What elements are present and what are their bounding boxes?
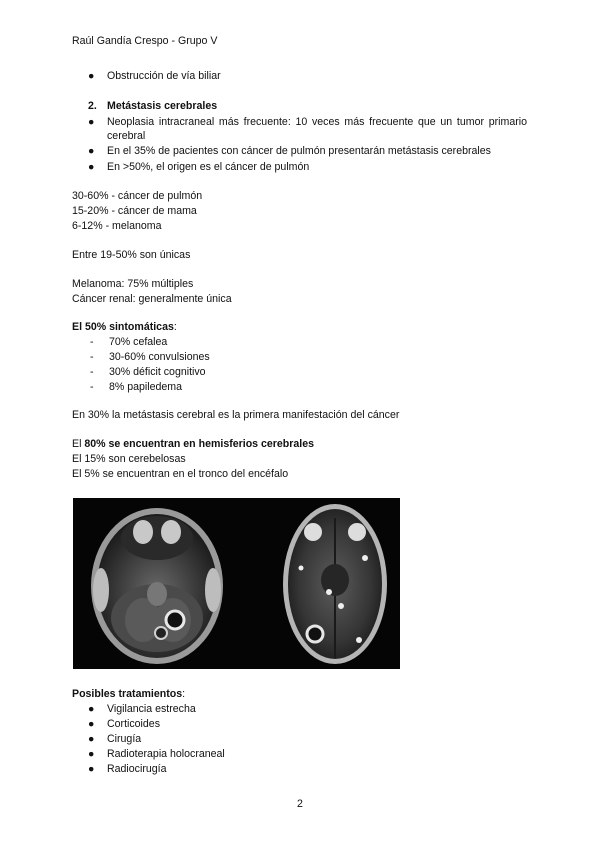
page-number: 2 — [297, 798, 303, 810]
mri-scans-illustration — [73, 498, 400, 669]
list-item: ● Radiocirugía — [88, 763, 167, 775]
origin-line: 30-60% - cáncer de pulmón — [72, 190, 203, 202]
list-item: - 30% déficit cognitivo — [90, 366, 206, 378]
author-header: Raúl Gandía Crespo - Grupo V — [72, 35, 218, 47]
list-item: ● Vigilancia estrecha — [88, 703, 196, 715]
list-item: - 70% cefalea — [90, 336, 168, 348]
bullet-icon: ● — [88, 718, 95, 730]
bullet-icon: ● — [88, 763, 95, 775]
mri-images — [73, 498, 400, 669]
location-line: El 15% son cerebelosas — [72, 453, 186, 465]
section-heading — [88, 100, 217, 113]
bullet-icon: ● — [88, 748, 95, 760]
treatments-heading: Posibles tratamientos: — [72, 688, 186, 700]
location-line: El 5% se encuentran en el tronco del encéfalo — [72, 468, 289, 480]
bullet-icon: ● — [88, 145, 95, 157]
bullet-icon: ● — [88, 116, 95, 128]
symptomatic-heading: El 50% sintomáticas: — [72, 321, 177, 333]
unique-text: Entre 19-50% son únicas — [72, 249, 191, 261]
location-line: El 80% se encuentran en hemisferios cerebrales — [72, 438, 315, 450]
list-item: ● En >50%, el origen es el cáncer de pulmón — [88, 161, 310, 173]
list-item: ● Corticoides — [88, 718, 160, 730]
list-item: ● Obstrucción de vía biliar — [88, 70, 221, 82]
list-item: - 30-60% convulsiones — [90, 351, 210, 363]
list-item: ● Cirugía — [88, 733, 142, 745]
bullet-icon: ● — [88, 70, 95, 82]
first-manifestation-text: En 30% la metástasis cerebral es la primera manifestación del cáncer — [72, 409, 400, 421]
origin-line: 15-20% - cáncer de mama — [72, 205, 197, 217]
bullet-icon: ● — [88, 703, 95, 715]
list-item: ● Radioterapia holocraneal — [88, 748, 225, 760]
bullet-icon: ● — [88, 733, 95, 745]
melanoma-text: Melanoma: 75% múltiples — [72, 278, 194, 290]
list-item: - 8% papiledema — [90, 381, 183, 393]
bullet-icon: ● — [88, 161, 95, 173]
mri-right-scan — [283, 504, 387, 664]
list-item: Neoplasia intracraneal más frecuente: 10 veces más frecuente que un tumor primario cerebral — [107, 116, 527, 142]
origin-line: 6-12% - melanoma — [72, 220, 162, 232]
list-item: ● En el 35% de pacientes con cáncer de pulmón presentarán metástasis cerebrales — [88, 145, 491, 157]
mri-left-scan — [91, 508, 223, 664]
section-number: 2. — [88, 100, 97, 112]
renal-text: Cáncer renal: generalmente única — [72, 293, 232, 305]
section-title: Metástasis cerebrales — [107, 100, 218, 112]
